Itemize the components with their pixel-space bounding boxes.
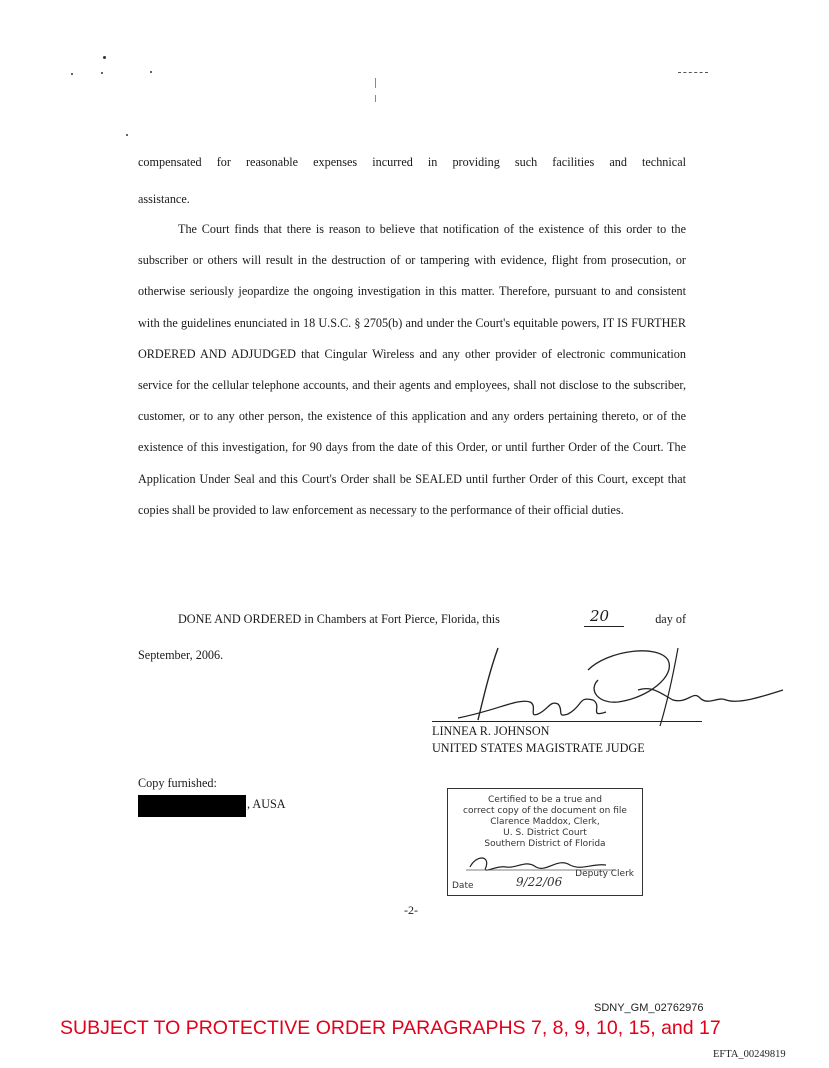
- order-paragraph-text: The Court finds that there is reason to believe that notification of the existence of this order to the subscriber or others will result in the destruction of or tampering with evidence, flight from prosecution, or otherwise seriously jeopardize the ongoing investigation in this matter. Therefore, pursuant to and consistent with the guidelines enunciated in 18 U.S.C. § 2705(b) and under the Court's equitable powers, IT IS FURTHER ORDERED AND ADJUDGED that Cingular Wireless and any other provider of electronic communication service for the cellular telephone accounts, and their agents and employees, shall not disclose to the subscriber, customer, or to any other person, the existence of this application and any orders pertaining thereto, or of the existence of this investigation, for 90 days from the date of this Order, or until further Order of the Court. The Application Under Seal and this Court's Order shall be SEALED until further Order of this Court, except that copies shall be provided to law enforcement as necessary to the performance of their official duties.: [138, 222, 686, 517]
- stamp-deputy-clerk: Deputy Clerk: [575, 869, 634, 879]
- done-prefix: DONE AND ORDERED in Chambers at Fort Pierce, Florida, this: [178, 612, 500, 626]
- stamp-line: Southern District of Florida: [484, 839, 606, 849]
- certification-stamp: [447, 788, 643, 896]
- copy-furnished-label: Copy furnished:: [138, 776, 217, 790]
- scan-mark: [375, 78, 376, 88]
- efta-number: EFTA_00249819: [713, 1049, 786, 1060]
- scan-speck: [101, 72, 103, 74]
- scan-speck: [103, 56, 106, 59]
- scan-mark: [375, 95, 376, 102]
- scan-speck: [126, 134, 128, 136]
- bates-number: SDNY_GM_02762976: [594, 1002, 704, 1014]
- ausa-label: , AUSA: [247, 797, 286, 811]
- signer-name: LINNEA R. JOHNSON: [432, 724, 550, 738]
- handwritten-day: 20: [590, 607, 609, 625]
- done-month-year: September, 2006.: [138, 648, 224, 662]
- paragraph-continuation-end: assistance.: [138, 192, 190, 206]
- scan-mark: [678, 72, 708, 74]
- signature-line: [432, 721, 702, 722]
- order-paragraph: [138, 214, 686, 526]
- paragraph-continuation-line: compensated for reasonable expenses incurred in providing such facilities and technical: [138, 155, 686, 169]
- stamp-date-label: Date: [452, 881, 474, 891]
- redaction-bar: [138, 795, 246, 817]
- signer-title: UNITED STATES MAGISTRATE JUDGE: [432, 741, 645, 755]
- stamp-line: correct copy of the document on file: [463, 806, 627, 816]
- page-number: -2-: [404, 903, 418, 917]
- judge-signature: [438, 640, 788, 730]
- stamp-date-value: 9/22/06: [516, 875, 563, 889]
- done-suffix: day of: [655, 612, 686, 626]
- stamp-line: U. S. District Court: [503, 828, 587, 838]
- stamp-line: Certified to be a true and: [488, 795, 602, 805]
- scan-speck: [71, 73, 73, 75]
- protective-order-banner: SUBJECT TO PROTECTIVE ORDER PARAGRAPHS 7, 8, 9, 10, 15, and 17: [60, 1017, 721, 1039]
- stamp-line: Clarence Maddox, Clerk,: [490, 817, 600, 827]
- scan-speck: [150, 71, 152, 73]
- done-and-ordered-line: [178, 612, 686, 627]
